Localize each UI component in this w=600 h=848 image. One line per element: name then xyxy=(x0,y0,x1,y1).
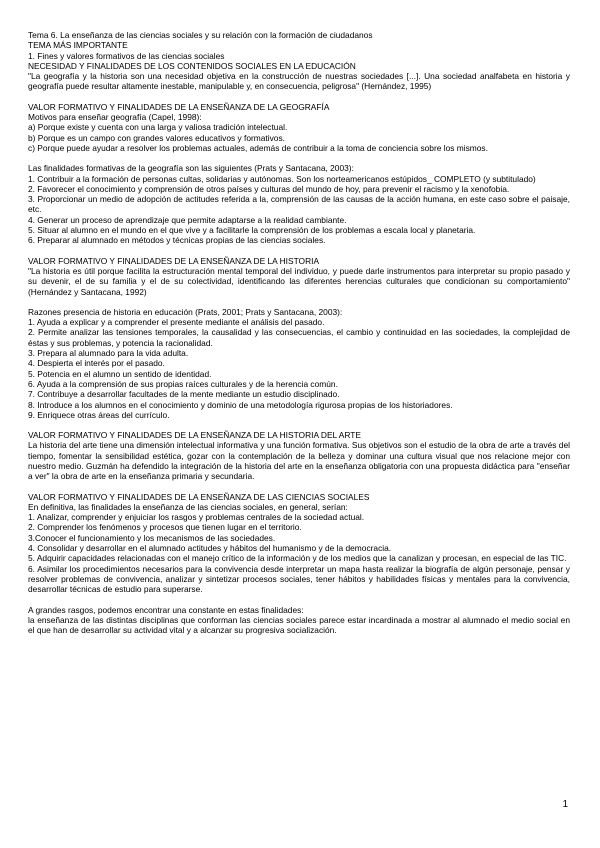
document-header xyxy=(28,30,570,71)
topic-title: Tema 6. La enseñanza de las ciencias sociales y su relación con la formación de ciudadanos xyxy=(28,30,373,40)
list-item: 3. Prepara al alumnado para la vida adulta. xyxy=(28,348,189,359)
list-item: 2. Comprender los fenómenos y procesos que tienen lugar en el territorio. xyxy=(28,522,302,533)
list-item: 4. Despierta el interés por el pasado. xyxy=(28,358,165,369)
page-number: 1 xyxy=(562,799,568,810)
section-subtitle: NECESIDAD Y FINALIDADES DE LOS CONTENIDOS SOCIALES EN LA EDUCACIÓN xyxy=(28,60,356,71)
list-item: 3.Conocer el funcionamiento y los mecanismos de las sociedades. xyxy=(28,532,276,543)
ciencias-sociales-heading: VALOR FORMATIVO Y FINALIDADES DE LA ENSEÑANZA DE LAS CIENCIAS SOCIALES xyxy=(28,491,370,502)
list-item: 2. Permite analizar las tensiones temporales, la causalidad y las consecuencias, el cambio y continuidad en las sociedades, la complejidad de éstas y sus problemas, y potencia la racionalidad. xyxy=(28,327,570,348)
list-item: 4. Consolidar y desarrollar en el alumnado actitudes y hábitos del humanismo y de la democracia. xyxy=(28,543,392,554)
conclusion-intro: A grandes rasgos, podemos encontrar una constante en estas finalidades: xyxy=(28,604,304,615)
list-item: 5. Situar al alumno en el mundo en el que vive y a facilitarle la comprensión de los problemas a escala local y planetaria. xyxy=(28,225,476,236)
list-item: 3. Proporcionar un medio de adopción de actitudes referida a la, comprensión de las causas de la acción humana, en este caso sobre el paisaje, etc. xyxy=(28,194,570,215)
conclusion-section xyxy=(28,605,570,636)
list-item: 1. Analizar, comprender y enjuiciar los rasgos y problemas centrales de la sociedad actual. xyxy=(28,512,365,523)
historia-heading: VALOR FORMATIVO Y FINALIDADES DE LA ENSEÑANZA DE LA HISTORIA xyxy=(28,255,320,266)
geografia-heading: VALOR FORMATIVO Y FINALIDADES DE LA ENSEÑANZA DE LA GEOGRAFÍA xyxy=(28,101,330,112)
list-item: b) Porque es un campo con grandes valores educativos y formativos. xyxy=(28,132,285,143)
geografia-section xyxy=(28,102,570,246)
list-item: a) Porque existe y cuenta con una larga y valiosa tradición intelectual. xyxy=(28,122,288,133)
list-item: 6. Preparar al alumnado en métodos y técnicas propias de las ciencias sociales. xyxy=(28,235,326,246)
list-item: 5. Potencia en el alumno un sentido de identidad. xyxy=(28,368,212,379)
arte-paragraph: La historia del arte tiene una dimensión intelectual informativa y una función formativa. Sus objetivos son el estudio de la obra de arte a través del tiempo, fomentar la sensibilidad estética, gozar con la contemplación de la belleza y dominar una cultura visual que nos relacione mejor con nuestro medio. Guzmán ha defendido la integración de la historia del arte en la enseñanza obligatoria con una propuesta didáctica para "enseñar a ver" la obra de arte en la enseñanza primaria y secundaria. xyxy=(28,440,570,482)
conclusion-paragraph: la enseñanza de las distintas disciplinas que conforman las ciencias sociales parece estar incardinada a mostrar al alumnado el medio social en el que han de desarrollar su actividad vital y a alcanzar su progresiva socialización. xyxy=(28,614,570,636)
list-item: 8. Introduce a los alumnos en el conocimiento y dominio de una metodología rigurosa propias de los historiadores. xyxy=(28,399,453,410)
list-item: 9. Enriquece otras áreas del currículo. xyxy=(28,409,170,420)
list-item: 5. Adquirir capacidades relacionadas con el manejo crítico de la información y de los medios que la canalizan y procesan, en especial de las TIC. xyxy=(28,553,567,564)
ciencias-sociales-intro: En definitiva, las finalidades la enseñanza de las ciencias sociales, en general, serían: xyxy=(28,501,348,512)
list-item: 2. Favorecer el conocimiento y comprensión de otros países y culturas del mundo de hoy, para prevenir el racismo y la xenofobia. xyxy=(28,183,510,194)
arte-section xyxy=(28,430,570,481)
list-item: 6. Asimilar los procedimientos necesarios para la convivencia desde interpretar un mapa hasta realizar la biografía de algún personaje, pensar y resolver problemas de convivencia, analizar y sintetizar procesos sociales, tener hábitos y habilidades físicas y mentales para la convivencia, desarrollar técnicas de estudio para superarse. xyxy=(28,563,570,595)
importance-note: TEMA MÁS IMPORTANTE xyxy=(28,40,128,51)
geografia-goals-intro: Las finalidades formativas de la geografía son las siguientes (Prats y Santacana, 2003): xyxy=(28,163,354,174)
historia-section xyxy=(28,256,570,420)
list-item: 1. Contribuir a la formación de personas cultas, solidarias y autónomas. Son los norteamericanos estúpidos_ COMPLETO (y subtitulado) xyxy=(28,173,536,184)
list-item: 6. Ayuda a la comprensión de sus propias raíces culturales y de la herencia común. xyxy=(28,378,338,389)
ciencias-sociales-section xyxy=(28,492,570,595)
geografia-motives-intro: Motivos para enseñar geografía (Capel, 1998): xyxy=(28,112,202,123)
historia-reasons-intro: Razones presencia de historia en educación (Prats, 2001; Prats y Santacana, 2003): xyxy=(28,306,343,317)
intro-quote: "La geografía y la historia son una necesidad objetiva en la construcción de nuestras sociedades [...]. Una sociedad analfabeta en historia y geografía puede resultar altamente inestable, manipulable y, en consecuencia, peligrosa" (Hernández, 1995) xyxy=(28,71,570,92)
list-item: 4. Generar un proceso de aprendizaje que permite adaptarse a la realidad cambiante. xyxy=(28,214,347,225)
list-item: 1. Ayuda a explicar y a comprender el presente mediante el análisis del pasado. xyxy=(28,317,325,328)
list-item: 7. Contribuye a desarrollar facultades de la mente mediante un estudio disciplinado. xyxy=(28,389,340,400)
list-item: c) Porque puede ayudar a resolver los problemas actuales, además de contribuir a la toma de conciencia sobre los mismos. xyxy=(28,142,488,153)
arte-heading: VALOR FORMATIVO Y FINALIDADES DE LA ENSEÑANZA DE LA HISTORIA DEL ARTE xyxy=(28,430,361,441)
section-title: 1. Fines y valores formativos de las ciencias sociales xyxy=(28,50,225,61)
historia-quote: "La historia es útil porque facilita la estructuración mental temporal del individuo, y puede darle instrumentos para interpretar su propio pasado y su devenir, el de su familia y el de su colectividad, identificando las diferentes herencias culturales que condicionan su comportamiento" (Hernández y Santacana, 1992) xyxy=(28,265,570,297)
